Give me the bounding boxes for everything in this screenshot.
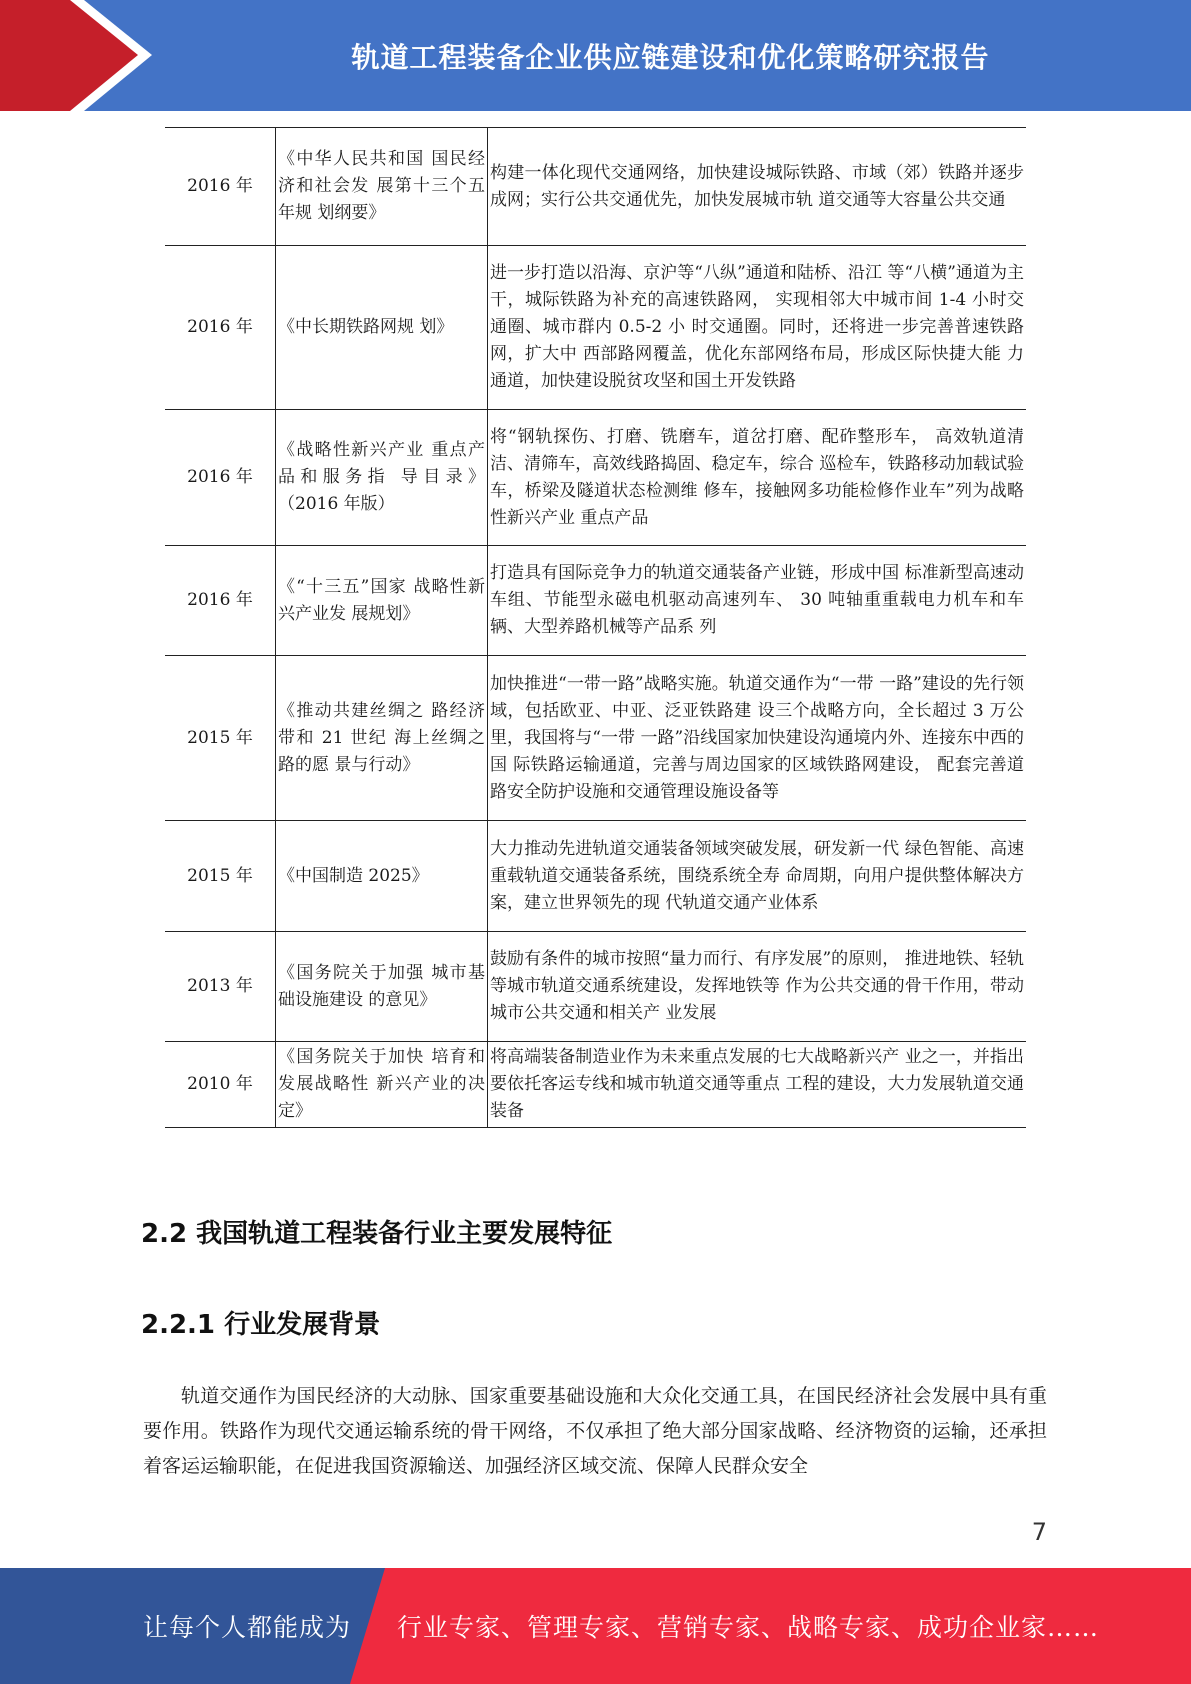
year-cell: 2016 年 (165, 546, 276, 656)
document-cell: 《中长期铁路网规 划》 (276, 246, 488, 410)
description-cell: 进一步打造以沿海、京沪等“八纵”通道和陆桥、沿江 等“八横”通道为主干，城际铁路为补充的高速铁路网， 实现相邻大中城市间 1-4 小时交通圈、城市群内 0.5-2 小 时交通圈。同时，还将进一步完善普速铁路网，扩大中 西部路网覆盖，优化东部网络布局，形成区际快捷大能 力通道，加快建设脱贫攻坚和国土开发铁路 (488, 246, 1027, 410)
table-row (165, 656, 1026, 821)
document-cell: 《国务院关于加强 城市基础设施建设 的意见》 (276, 932, 488, 1042)
report-title: 轨道工程装备企业供应链建设和优化策略研究报告 (351, 40, 990, 74)
section-heading: 2.2 我国轨道工程装备行业主要发展特征 (141, 1219, 613, 1249)
policy-table (165, 127, 1026, 1128)
document-cell: 《国务院关于加快 培育和发展战略性 新兴产业的决定》 (276, 1042, 488, 1128)
body-paragraph: 轨道交通作为国民经济的大动脉、国家重要基础设施和大众化交通工具，在国民经济社会发展中具有重要作用。铁路作为现代交通运输系统的骨干网络，不仅承担了绝大部分国家战略、经济物资的运输，还承担着客运运输职能，在促进我国资源输送、加强经济区域交流、保障人民群众安全 (143, 1385, 1047, 1477)
document-cell: 《战略性新兴产业 重点产品和服务指 导目录》（2016 年版） (276, 410, 488, 546)
description-cell: 鼓励有条件的城市按照“量力而行、有序发展”的原则， 推进地铁、轻轨等城市轨道交通系统建设，发挥地铁等 作为公共交通的骨干作用，带动城市公共交通和相关产 业发展 (488, 932, 1027, 1042)
page-header (0, 0, 1191, 111)
year-cell: 2015 年 (165, 821, 276, 932)
document-cell: 《中国制造 2025》 (276, 821, 488, 932)
table-row (165, 128, 1026, 246)
description-cell: 加快推进“一带一路”战略实施。轨道交通作为“一带 一路”建设的先行领域，包括欧亚、中亚、泛亚铁路建 设三个战略方向，全长超过 3 万公里，我国将与“一带 一路”沿线国家加快建设沟通境内外、连接东中西的国 际铁路运输通道，完善与周边国家的区域铁路网建设， 配套完善道路安全防护设施和交通管理设施设备等 (488, 656, 1027, 821)
description-cell: 打造具有国际竞争力的轨道交通装备产业链，形成中国 标准新型高速动车组、节能型永磁电机驱动高速列车、 30 吨轴重重载电力机车和车辆、大型养路机械等产品系 列 (488, 546, 1027, 656)
year-cell: 2016 年 (165, 410, 276, 546)
header-red-chevron (0, 0, 138, 111)
document-cell: 《中华人民共和国 国民经济和社会发 展第十三个五年规 划纲要》 (276, 128, 488, 246)
table-row (165, 546, 1026, 656)
year-cell: 2015 年 (165, 656, 276, 821)
table-row (165, 246, 1026, 410)
footer-slogan-left: 让每个人都能成为 (143, 1613, 352, 1642)
year-cell: 2013 年 (165, 932, 276, 1042)
description-cell: 构建一体化现代交通网络，加快建设城际铁路、市域（郊）铁路并逐步成网；实行公共交通优先，加快发展城市轨 道交通等大容量公共交通 (488, 128, 1027, 246)
page-footer (0, 1568, 1191, 1684)
subsection-heading: 2.2.1 行业发展背景 (141, 1310, 381, 1340)
year-cell: 2016 年 (165, 128, 276, 246)
footer-slogan-right: 行业专家、管理专家、营销专家、战略专家、成功企业家…… (397, 1613, 1100, 1642)
table-row (165, 410, 1026, 546)
table-row (165, 821, 1026, 932)
description-cell: 将高端装备制造业作为未来重点发展的七大战略新兴产 业之一，并指出要依托客运专线和城市轨道交通等重点 工程的建设，大力发展轨道交通装备 (488, 1042, 1027, 1128)
document-cell: 《“十三五”国家 战略性新兴产业发 展规划》 (276, 546, 488, 656)
year-cell: 2010 年 (165, 1042, 276, 1128)
description-cell: 将“钢轨探伤、打磨、铣磨车，道岔打磨、配砟整形车， 高效轨道清洁、清筛车，高效线路捣固、稳定车，综合 巡检车，铁路移动加载试验车，桥梁及隧道状态检测维 修车，接触网多功能检修作业车”列为战略性新兴产业 重点产品 (488, 410, 1027, 546)
table-row (165, 1042, 1026, 1128)
document-cell: 《推动共建丝绸之 路经济带和 21 世纪 海上丝绸之路的愿 景与行动》 (276, 656, 488, 821)
page-number: 7 (1031, 1518, 1047, 1546)
description-cell: 大力推动先进轨道交通装备领域突破发展，研发新一代 绿色智能、高速重载轨道交通装备系统，围绕系统全寿 命周期，向用户提供整体解决方案，建立世界领先的现 代轨道交通产业体系 (488, 821, 1027, 932)
table-row (165, 932, 1026, 1042)
year-cell: 2016 年 (165, 246, 276, 410)
